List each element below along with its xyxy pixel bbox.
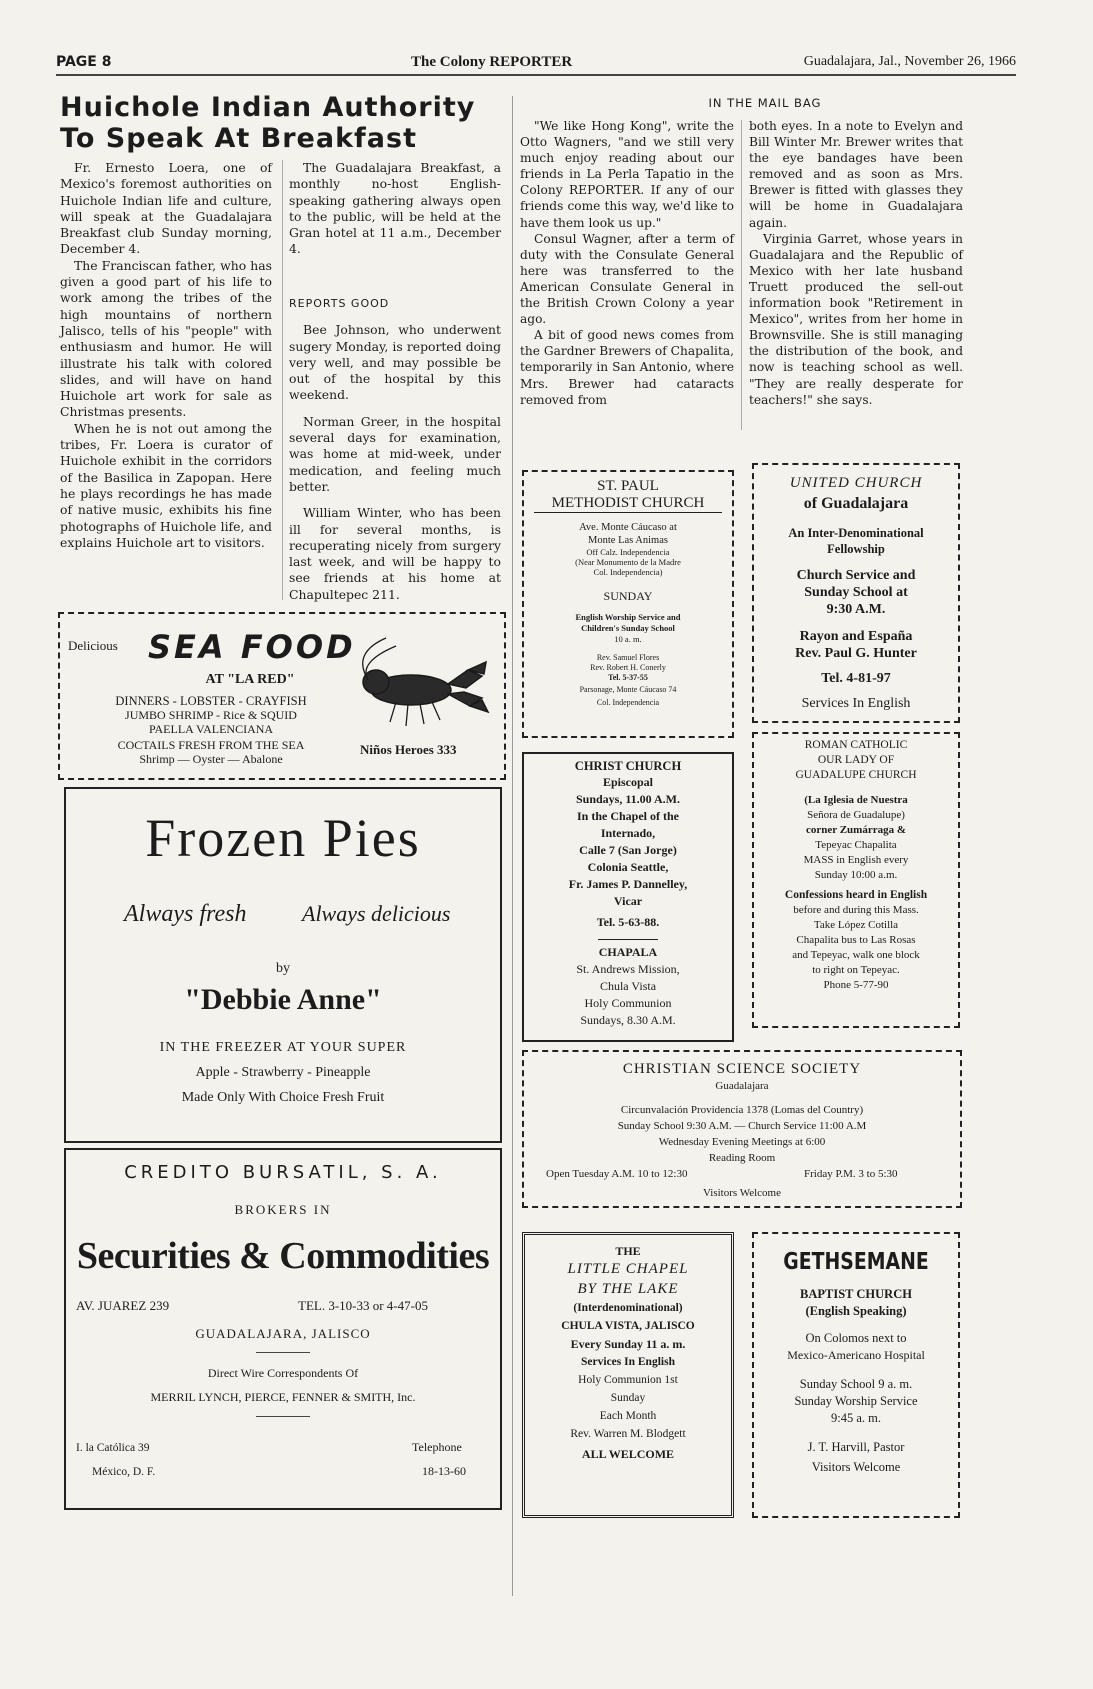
pies-by: by (276, 961, 290, 976)
credito-tel: TEL. 3-10-33 or 4-47-05 (298, 1298, 428, 1313)
header-rule (56, 74, 1016, 76)
credito-divider-2 (256, 1416, 310, 1417)
christ-church-ad: CHRIST CHURCH Episcopal Sundays, 11.00 A.M. In the Chapel of the Internado, Calle 7 (San Jorge) Colonia Seattle, Fr. James P. Dannelley, Vicar Tel. 5-63-88. CHAPALA St. Andrews Mission, Chula Vista Holy Communion Sundays, 8.30 A.M. (522, 752, 734, 1042)
reports-heading: REPORTS GOOD (289, 297, 390, 310)
headline: Huichole Indian Authority To Speak At Breakfast (60, 92, 476, 154)
credito-city: GUADALAJARA, JALISCO (195, 1326, 371, 1341)
credito-brokers: BROKERS IN (234, 1202, 332, 1217)
credito-divider (256, 1352, 310, 1353)
mail-bag-col-2: both eyes. In a note to Evelyn and Bill Winter Mr. Brewer writes that the eye bandages have been removed and as soon as Mrs. Brewer is fitted with glasses they will be home in Guadalajara again. Virginia Garret, whose years in Guadalajara and the Republic of Mexico with her late husband Truett produced the sell-out information book "Retirement in Mexico", writes from her home in Brownsville. She is still managing the distribution of the book, and now is teaching school as well. "They are really desperate for teachers!" she says. (749, 119, 963, 407)
pies-brand: "Debbie Anne" (184, 983, 382, 1016)
pies-script-2: Always delicious (302, 901, 451, 926)
pies-script-1: Always fresh (124, 901, 247, 927)
christ-church-divider (598, 939, 658, 940)
mail-bag-heading: IN THE MAIL BAG (708, 96, 822, 110)
credito-tel-label: Telephone (412, 1440, 462, 1454)
paper-name: The Colony REPORTER (411, 54, 573, 70)
roman-catholic-ad: ROMAN CATHOLIC OUR LADY OF GUADALUPE CHURCH (La Iglesia de Nuestra Señora de Guadalupe) corner Zumárraga & Tepeyac Chapalita MASS in English every Sunday 10:00 a.m. Confessions heard in English before and during this Mass. Take López Cotilla Chapalita bus to Las Rosas and Tepeyac, walk one block to right on Tepeyac. Phone 5-77-90 (752, 732, 960, 1028)
credito-mx-addr-1: I. la Católica 39 (76, 1442, 150, 1454)
pies-lines: IN THE FREEZER AT YOUR SUPER Apple - Strawberry - Pineapple Made Only With Choice Fresh Fruit (159, 1040, 407, 1105)
mail-bag-col-1: "We like Hong Kong", write the Otto Wagners, "and we still very much enjoy reading about our friends in La Perla Tapatio in the Colony REPORTER. If any of our friends come this way, we'd like to have them look us up." Consul Wagner, after a term of duty with the Consulate General here was transferred to the American Consulate General in the British Crown Colony a year ago. A bit of good news comes from the Gardner Brewers of Chapalita, temporarily in San Antonio, where Mrs. Brewer had cataracts removed from (520, 119, 734, 407)
page-number: PAGE 8 (56, 54, 112, 70)
credito-tel-mx: 18-13-60 (422, 1464, 466, 1478)
st-paul-ad: ST. PAUL METHODIST CHURCH Ave. Monte Cáucaso at Monte Las Animas Off Calz. Independencia (Near Monumento de la Madre Col. Independencia) SUNDAY English Worship Service and Children's Sunday School 10 a. m. Rev. Samuel Flores Rev. Robert H. Conerly Tel. 5-37-55 Parsonage, Monte Cáucaso 74 Col. Independencia (522, 470, 734, 738)
credito-ad (64, 1148, 502, 1510)
seafood-menu: DINNERS - LOBSTER - CRAYFISH JUMBO SHRIMP - Rice & SQUID PAELLA VALENCIANA COCTAILS FRESH FROM THE SEA Shrimp — Oyster — Abalone (115, 694, 307, 766)
credito-direct: Direct Wire Correspondents Of (207, 1366, 359, 1380)
reports-good-article: REPORTS GOOD Bee Johnson, who underwent sugery Monday, is reported doing very well, and may possible be out of the hospital by this weekend. Norman Greer, in the hospital several days for examination, was home at mid-week, under medication, and feeling much better. William Winter, who has been ill for several months, is recuperating nicely from surgery last week, and will be happy to see friends at his home at Chapultepec 211. (289, 297, 501, 602)
article-col-2: The Guadalajara Breakfast, a monthly no-host English-speaking gathering always open to the public, will be held at the Gran hotel at 11 a.m., December 4. (289, 160, 501, 257)
seafood-ad (58, 612, 506, 780)
pies-title: Frozen Pies (145, 808, 421, 868)
masthead (56, 54, 1016, 74)
credito-mx-addr-2: México, D. F. (92, 1466, 156, 1478)
little-chapel-ad: THE LITTLE CHAPEL BY THE LAKE (Interdenominational) CHULA VISTA, JALISCO Every Sunday 11 a. m. Services In English Holy Communion 1st Sunday Each Month Rev. Warren M. Blodgett ALL WELCOME (522, 1232, 734, 1518)
frozen-pies-ad (64, 787, 502, 1143)
science-hours: Open Tuesday A.M. 10 to 12:30 Friday P.M. 3 to 5:30 (546, 1168, 898, 1180)
column-divider (282, 160, 283, 600)
credito-merrill: MERRIL LYNCH, PIERCE, FENNER & SMITH, Inc. (150, 1390, 416, 1404)
credito-address: AV. JUAREZ 239 (76, 1298, 170, 1313)
seafood-address: Niños Heroes 333 (360, 742, 457, 757)
column-divider (512, 96, 513, 1596)
seafood-title: SEA FOOD (148, 628, 356, 666)
column-divider (741, 120, 742, 430)
delicious-label: Delicious (68, 638, 118, 653)
united-church-ad: UNITED CHURCH of Guadalajara An Inter-Denominational Fellowship Church Service and Sunday School at 9:30 A.M. Rayon and España Rev. Paul G. Hunter Tel. 4-81-97 Services In English (752, 463, 960, 723)
article-col-1: Fr. Ernesto Loera, one of Mexico's foremost authorities on Huichole Indian life and culture, will speak at the Guadalajara Breakfast club Sunday morning, December 4. The Franciscan father, who has given a good part of his life to work among the tribes of the high mountains of northern Jalisco, tells of his "people" with enthusiasm and humor. He will illustrate his talk with colored slides, and will have on hand Huichole art work for sale as Christmas presents. When he is not out among the tribes, Fr. Loera is curator of Huichole exhibit in the corridors of the Basilica in Zapopan. Here he plays recordings he has made of native music, exhibits his fine photographs of Huichole life, and explains Huichole art to visitors. (60, 160, 272, 550)
credito-name: CREDITO BURSATIL, S. A. (124, 1162, 442, 1183)
christian-science-ad: CHRISTIAN SCIENCE SOCIETY Guadalajara Circunvalación Providencia 1378 (Lomas del Country) Sunday School 9:30 A.M. — Church Service 11:00 A.M Wednesday Evening Meetings at 6:00 Reading Room Open Tuesday A.M. 10 to 12:30 Friday P.M. 3 to 5:30 Visitors Welcome (522, 1050, 962, 1208)
seafood-at: AT "LA RED" (205, 672, 295, 687)
lobster-icon (356, 632, 496, 732)
gethsemane-ad: GETHSEMANE BAPTIST CHURCH (English Speaking) On Colomos next to Mexico-Americano Hospital Sunday School 9 a. m. Sunday Worship Service 9:45 a. m. J. T. Harvill, Pastor Visitors Welcome (752, 1232, 960, 1518)
dateline: Guadalajara, Jal., November 26, 1966 (803, 54, 1016, 69)
credito-title: Securities & Commodities (76, 1235, 490, 1277)
